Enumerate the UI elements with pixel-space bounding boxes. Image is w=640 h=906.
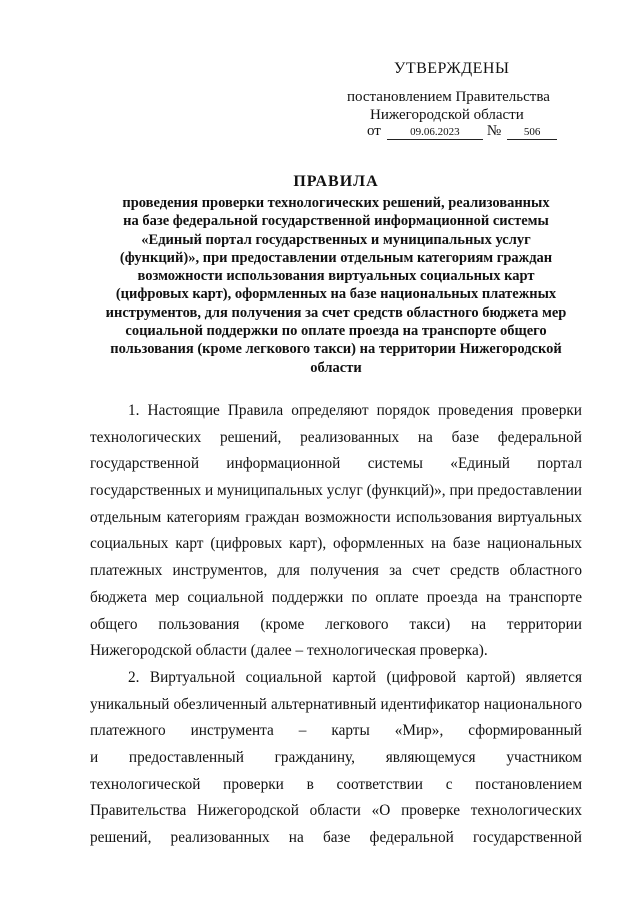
document-title-block [90, 173, 582, 377]
paragraph-2-line: платежного инструмента – карты «Мир», сформированный [90, 722, 582, 740]
paragraph-1-line: Нижегородской области (далее – технологическая проверка). [90, 642, 488, 660]
paragraph-2-line: Правительства Нижегородской области «О проверке технологических [90, 802, 582, 820]
subtitle-line: на базе федеральной государственной информационной системы [123, 213, 549, 230]
document-title: ПРАВИЛА [293, 173, 379, 190]
subtitle-line: возможности использования виртуальных социальных карт [137, 268, 535, 285]
paragraph-1-line: общего пользования (кроме легкового такси) на территории [90, 615, 582, 633]
paragraph-1-line: отдельным категориям граждан возможности использования виртуальных [90, 508, 582, 526]
decree-line-1: постановлением Правительства [347, 89, 550, 105]
paragraph-1-line: бюджета мер социальной поддержки по оплате проезда на транспорте [90, 588, 582, 606]
subtitle-line: области [310, 359, 362, 376]
paragraph-1-line: 1. Настоящие Правила определяют порядок проведения проверки [128, 402, 582, 419]
approved-heading: УТВЕРЖДЕНЫ [394, 60, 510, 77]
paragraph-2-line: и предоставленный гражданину, являющемуся участником [90, 748, 582, 766]
subtitle-line: «Единый портал государственных и муниципальных услуг [141, 231, 531, 248]
paragraph-2-line: решений, реализованных на базе федеральной государственной [90, 829, 582, 846]
paragraph-2-line: технологической проверки в соответствии с постановлением [90, 775, 582, 793]
paragraph-2-line: уникальный обезличенный альтернативный идентификатор национального [90, 695, 582, 713]
paragraph-2-line: 2. Виртуальной социальной картой (цифровой картой) является [128, 668, 582, 686]
paragraph-1-line: государственных и муниципальных услуг (функций)», при предоставлении [90, 482, 582, 500]
paragraph-1-line: платежных инструментов, для получения за счет средств областного [90, 562, 582, 580]
subtitle-line: проведения проверки технологических решений, реализованных [122, 195, 550, 211]
decree-number: 506 [507, 125, 557, 140]
subtitle-line: пользования (кроме легкового такси) на территории Нижегородской [110, 341, 562, 358]
subtitle-line: (цифровых карт), оформленных на базе национальных платежных [115, 286, 557, 303]
decree-date: 09.06.2023 [387, 125, 483, 140]
paragraph-1-line: технологических решений, реализованных на базе федеральной [90, 428, 582, 446]
subtitle-line: (функций)», при предоставлении отдельным категориям граждан [119, 249, 553, 266]
number-sign: № [486, 123, 502, 139]
subtitle-line: социальной поддержки по оплате проезда на транспорте общего [125, 323, 547, 340]
approval-stamp [0, 0, 640, 150]
paragraph-1-line: государственной информационной системы «Единый портал [90, 455, 582, 473]
subtitle-line: инструментов, для получения за счет средств областного бюджета мер [105, 304, 567, 321]
document-body [90, 398, 582, 852]
from-label: от [367, 123, 381, 139]
paragraph-1-line: социальных карт (цифровых карт), оформленных на базе национальных [90, 535, 582, 553]
decree-date-row [367, 123, 557, 140]
decree-line-2: Нижегородской области [370, 107, 524, 123]
